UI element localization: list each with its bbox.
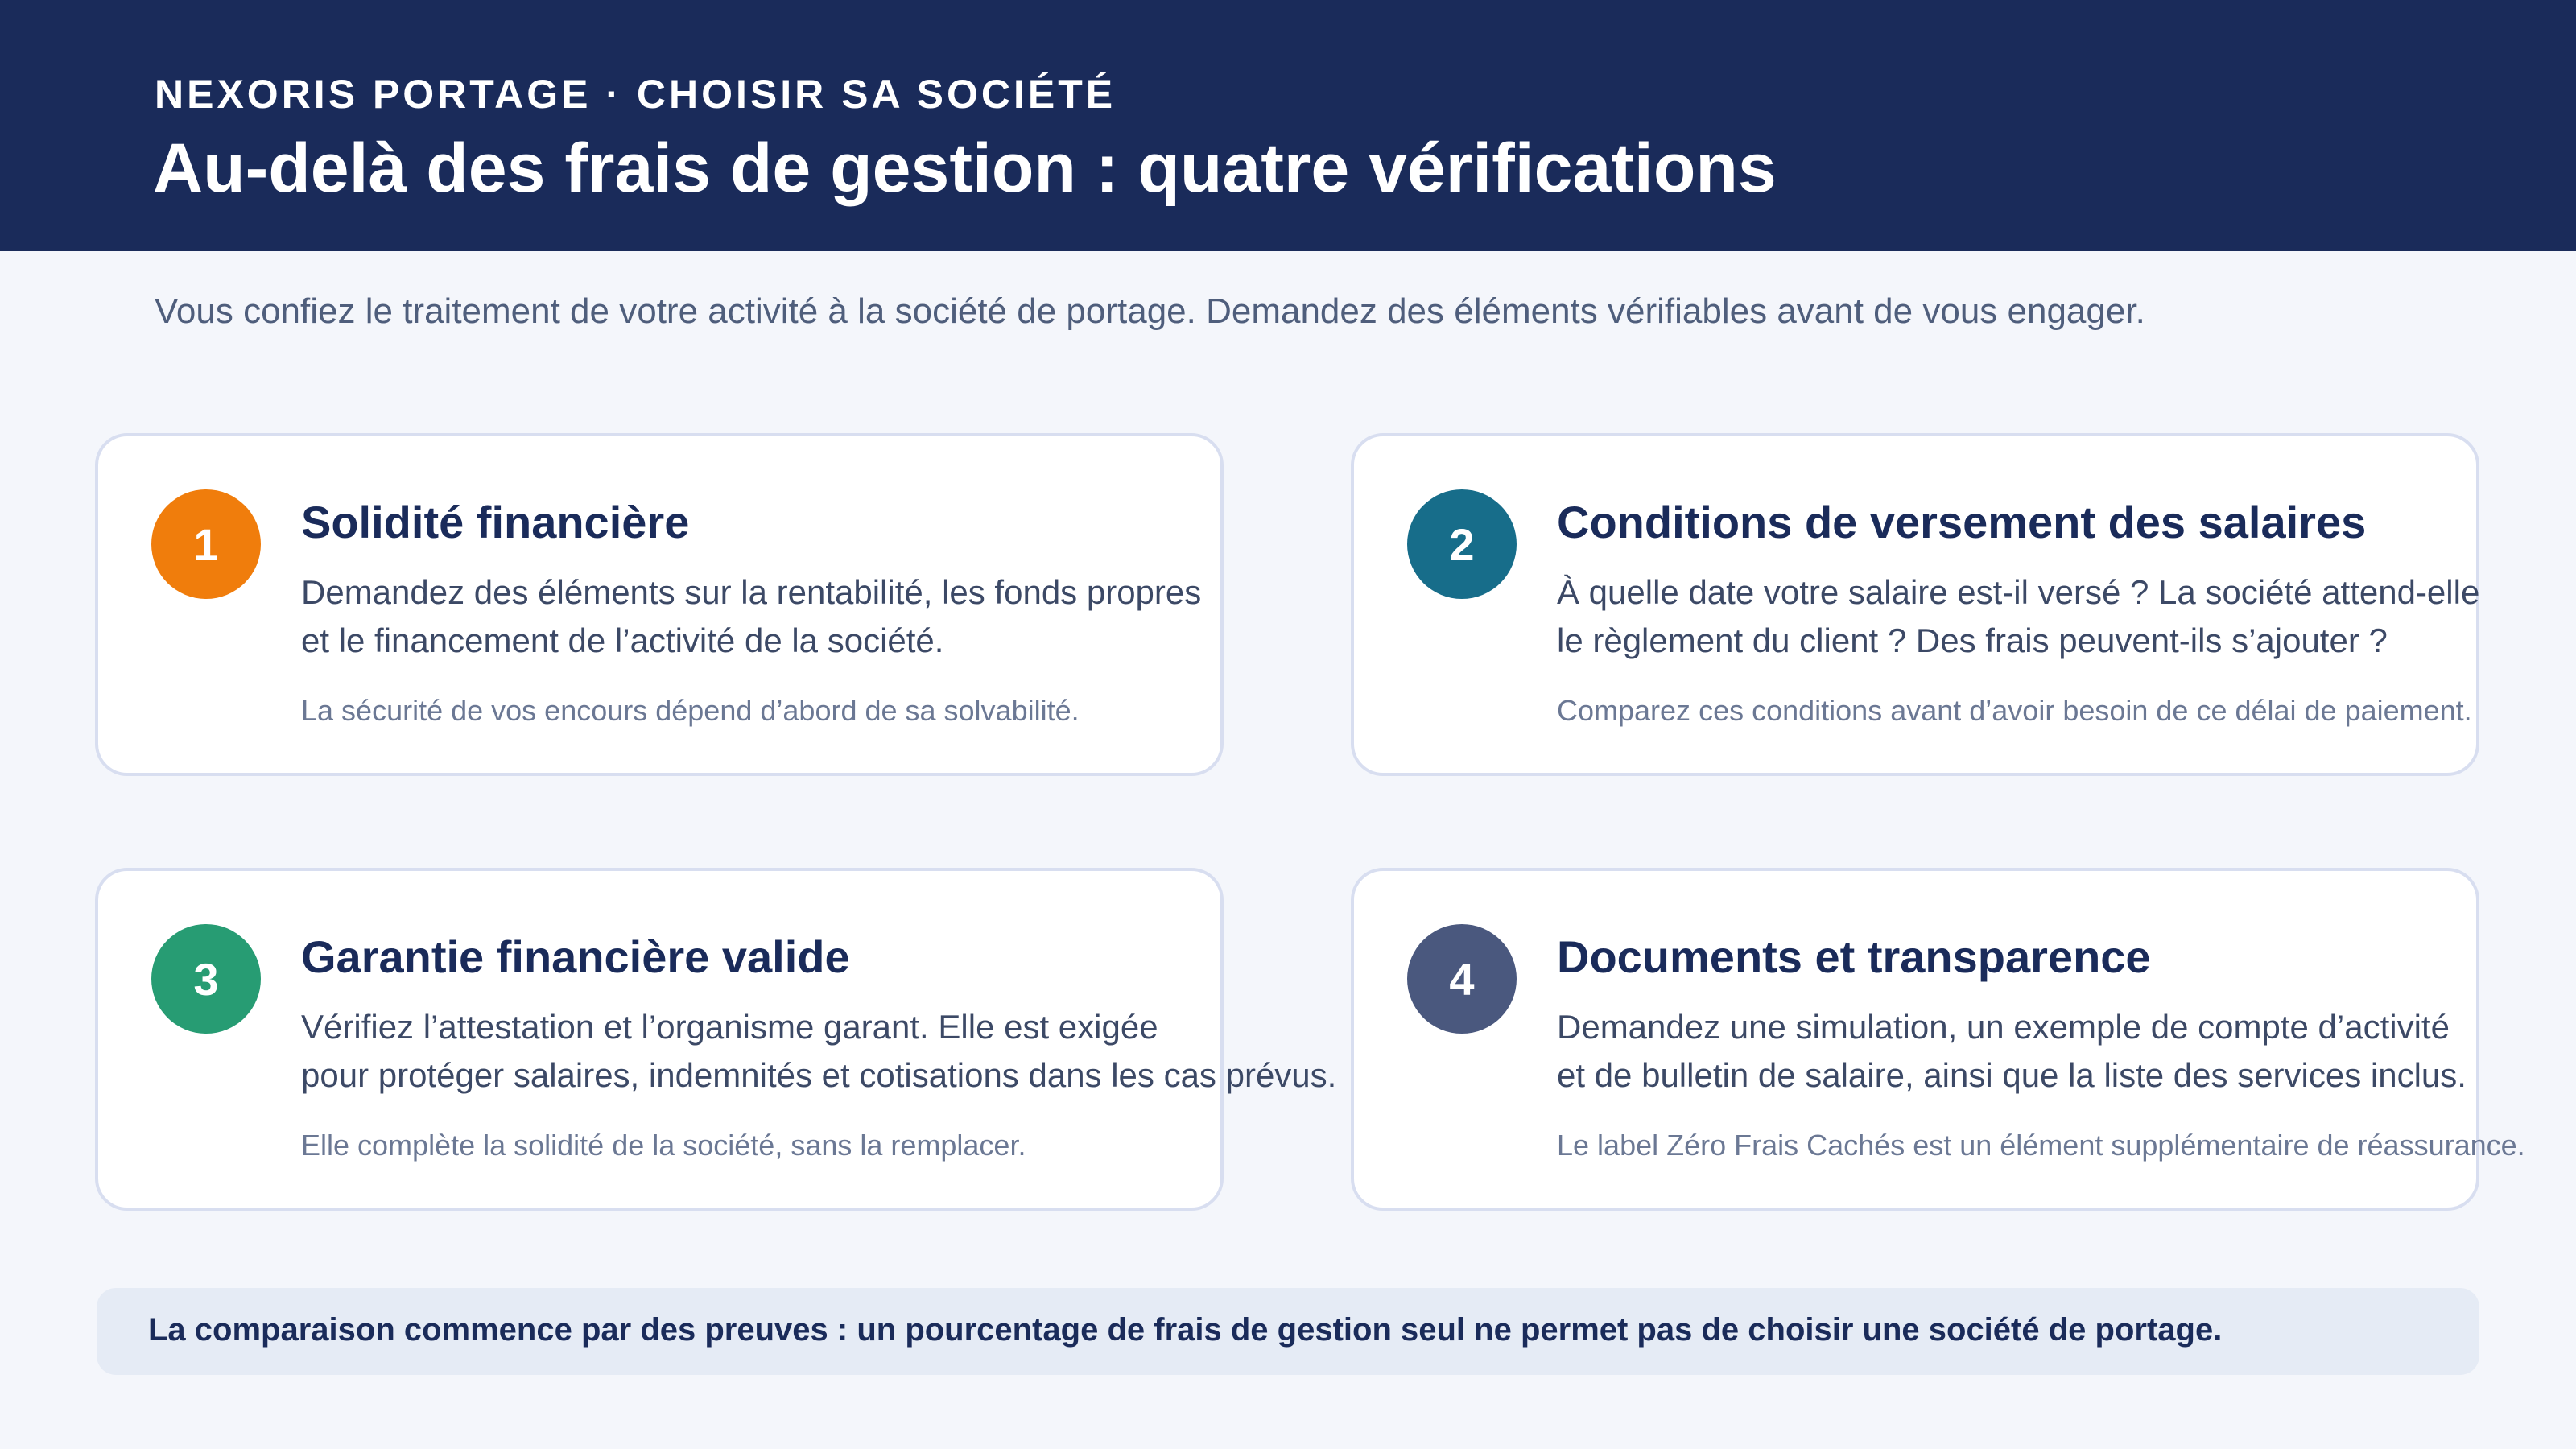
- footer-text: La comparaison commence par des preuves : un pourcentage de frais de gestion seul ne permet pas de choisir une société de portage.: [148, 1312, 2223, 1348]
- number-badge: 2: [1407, 489, 1517, 599]
- card-body: [1557, 568, 2479, 665]
- page-subtitle: Vous confiez le traitement de votre activité à la société de portage. Demandez des éléments vérifiables avant de vous engager.: [155, 291, 2145, 331]
- card-title: Solidité financière: [301, 497, 690, 547]
- footer-callout: [97, 1288, 2479, 1375]
- card-title: Documents et transparence: [1557, 931, 2151, 982]
- header-banner: [0, 0, 2576, 251]
- number-badge: 3: [151, 924, 261, 1034]
- card-note: Comparez ces conditions avant d’avoir besoin de ce délai de paiement.: [1557, 694, 2472, 727]
- page-title: Au-delà des frais de gestion : quatre vérifications: [153, 130, 1777, 207]
- number-badge: 4: [1407, 924, 1517, 1034]
- number-badge: 1: [151, 489, 261, 599]
- card-body-line: À quelle date votre salaire est-il versé ? La société attend-elle: [1557, 573, 2480, 611]
- card-body: [301, 1003, 1336, 1100]
- card-title: Conditions de versement des salaires: [1557, 497, 2367, 547]
- check-card-1: [95, 433, 1224, 776]
- card-body-line: le règlement du client ? Des frais peuvent-ils s’ajouter ?: [1557, 621, 2388, 659]
- card-note: La sécurité de vos encours dépend d’abord de sa solvabilité.: [301, 694, 1080, 727]
- header-kicker: NEXORIS PORTAGE · CHOISIR SA SOCIÉTÉ: [155, 72, 1117, 117]
- card-note: Le label Zéro Frais Cachés est un élément supplémentaire de réassurance.: [1557, 1129, 2525, 1162]
- card-body-line: pour protéger salaires, indemnités et cotisations dans les cas prévus.: [301, 1056, 1337, 1094]
- card-body-line: Demandez une simulation, un exemple de compte d’activité: [1557, 1008, 2450, 1046]
- card-body-line: et le financement de l’activité de la société.: [301, 621, 944, 659]
- card-body-line: Vérifiez l’attestation et l’organisme garant. Elle est exigée: [301, 1008, 1158, 1046]
- card-body-line: et de bulletin de salaire, ainsi que la liste des services inclus.: [1557, 1056, 2467, 1094]
- check-card-2: [1351, 433, 2479, 776]
- card-body-line: Demandez des éléments sur la rentabilité, les fonds propres: [301, 573, 1202, 611]
- check-card-4: [1351, 868, 2525, 1211]
- card-body: [301, 568, 1201, 665]
- card-body: [1557, 1003, 2467, 1100]
- card-note: Elle complète la solidité de la société, sans la remplacer.: [301, 1129, 1026, 1162]
- card-title: Garantie financière valide: [301, 931, 850, 982]
- check-card-3: [95, 868, 1337, 1211]
